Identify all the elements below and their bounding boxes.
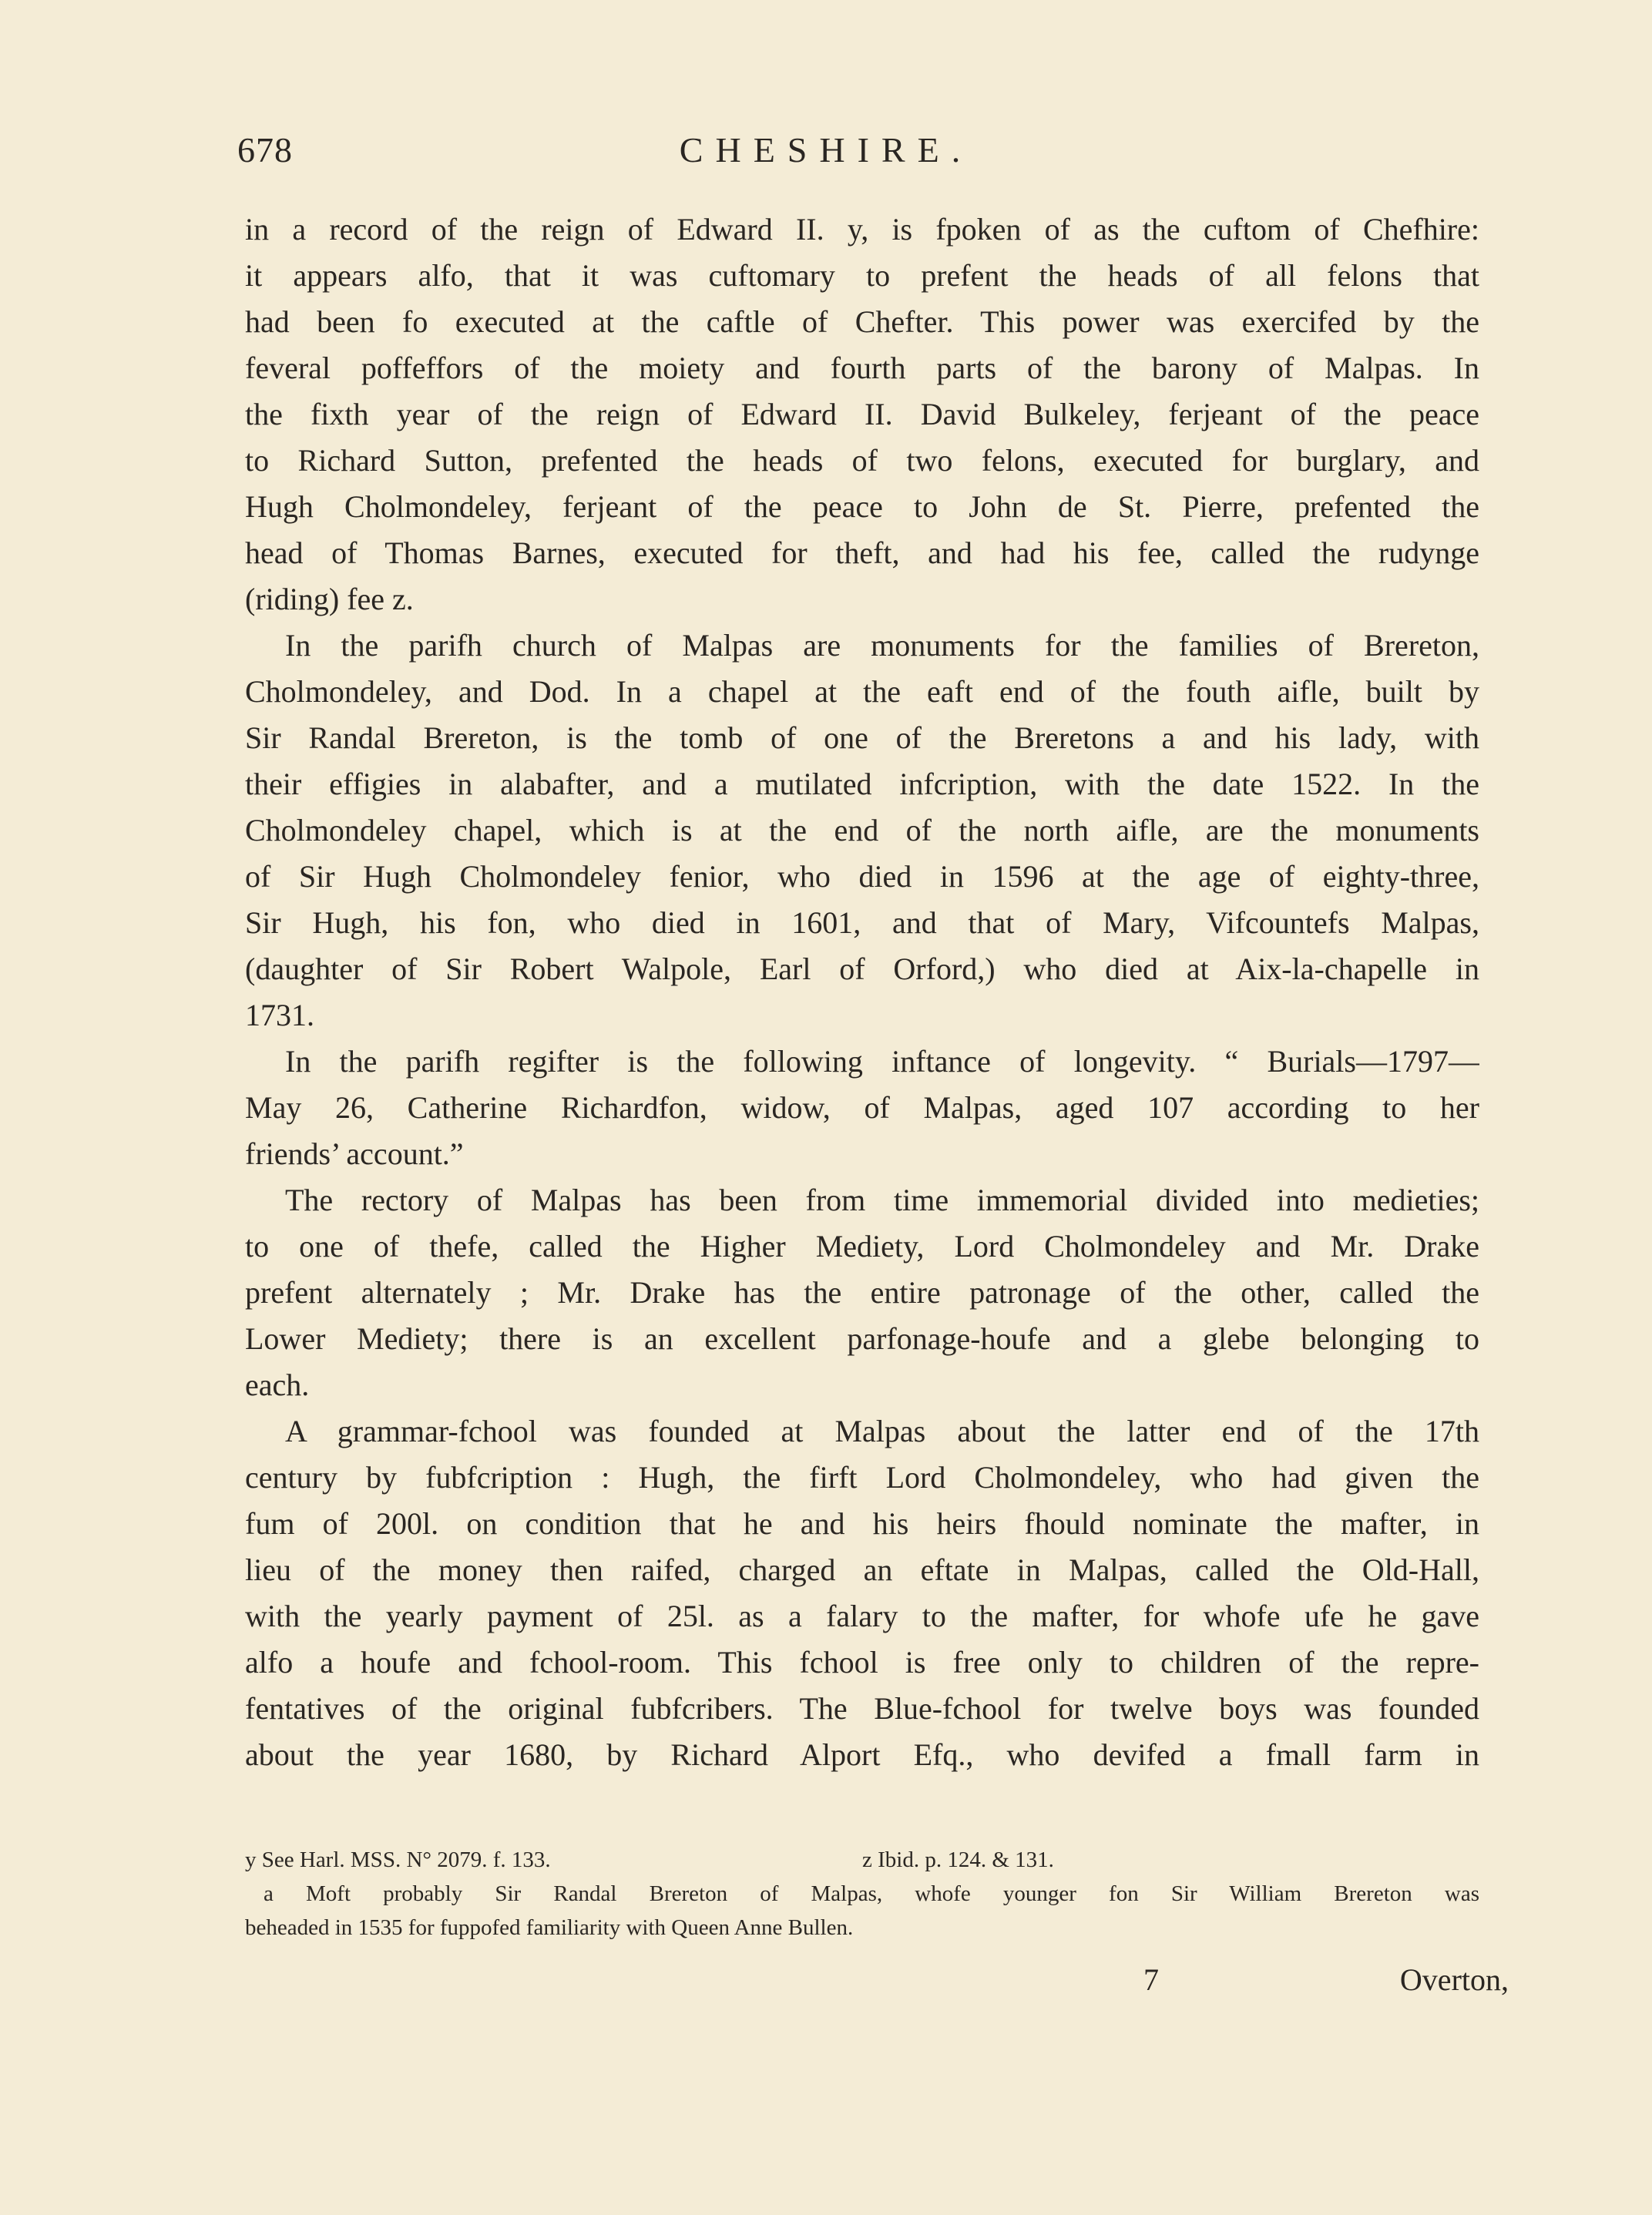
body-line: feveral poffeffors of the moiety and fourth parts of the barony of Malpas. In (245, 351, 1479, 385)
body-line: In the parifh regifter is the following inftance of longevity. “ Burials—1797— (285, 1044, 1479, 1079)
body-line: head of Thomas Barnes, executed for theft, and had his fee, called the rudynge (245, 535, 1479, 570)
footnote-z: z Ibid. p. 124. & 131. (862, 1848, 1054, 1872)
body-line: to one of thefe, called the Higher Mediety, Lord Cholmondeley and Mr. Drake (245, 1229, 1479, 1264)
body-line: lieu of the money then raifed, charged an eftate in Malpas, called the Old-Hall, (245, 1552, 1479, 1587)
footnote-row (245, 1843, 1479, 1877)
body-line: Sir Hugh, his fon, who died in 1601, and that of Mary, Vifcountefs Malpas, (245, 905, 1479, 940)
body-line: had been fo executed at the caftle of Chefter. This power was exercifed by the (245, 304, 1479, 339)
body-line: Cholmondeley chapel, which is at the end of the north aifle, are the monuments (245, 813, 1479, 847)
body-line: A grammar-fchool was founded at Malpas about the latter end of the 17th (285, 1414, 1479, 1448)
body-line: friends’ account.” (245, 1136, 464, 1171)
body-line: their effigies in alabafter, and a mutilated infcription, with the date 1522. In the (245, 767, 1479, 801)
body-line: (riding) fee z. (245, 582, 414, 616)
running-title: CHESHIRE. (679, 130, 973, 169)
body-line: alfo a houfe and fchool-room. This fchool is free only to children of the repre- (245, 1645, 1479, 1680)
body-line: the fixth year of the reign of Edward II. David Bulkeley, ferjeant of the peace (245, 397, 1479, 431)
body-line: (daughter of Sir Robert Walpole, Earl of Orford,) who died at Aix-la-chapelle in (245, 951, 1479, 986)
body-text (245, 206, 1479, 1778)
body-line: it appears alfo, that it was cuftomary to prefent the heads of all felons that (245, 258, 1479, 293)
body-line: Hugh Cholmondeley, ferjeant of the peace to John de St. Pierre, prefented the (245, 489, 1479, 524)
body-line: each. (245, 1368, 310, 1402)
body-line: Lower Mediety; there is an excellent parfonage-houfe and a glebe belonging to (245, 1321, 1479, 1356)
body-line: about the year 1680, by Richard Alport Efq., who devifed a fmall farm in (245, 1737, 1479, 1772)
body-line: prefent alternately ; Mr. Drake has the entire patronage of the other, called the (245, 1275, 1479, 1310)
body-line: The rectory of Malpas has been from time immemorial divided into medieties; (285, 1183, 1479, 1217)
body-line: with the yearly payment of 25l. as a falary to the mafter, for whofe ufe he gave (245, 1599, 1479, 1633)
body-line: century by fubfcription : Hugh, the firft Lord Cholmondeley, who had given the (245, 1460, 1479, 1495)
body-line: May 26, Catherine Richardfon, widow, of Malpas, aged 107 according to her (245, 1090, 1479, 1125)
body-line: fentatives of the original fubfcribers. The Blue-fchool for twelve boys was founded (245, 1691, 1479, 1726)
signature-mark: 7 (1143, 1962, 1159, 1997)
footnotes (245, 1843, 1479, 1945)
body-line: 1731. (245, 998, 314, 1032)
body-line: Sir Randal Brereton, is the tomb of one of the Breretons a and his lady, with (245, 720, 1479, 755)
body-line: In the parifh church of Malpas are monuments for the families of Brereton, (285, 628, 1479, 663)
body-line: fum of 200l. on condition that he and his heirs fhould nominate the mafter, in (245, 1506, 1479, 1541)
catchword: Overton, (1399, 1962, 1509, 1997)
footnote-a: a Moft probably Sir Randal Brereton of Malpas, whofe younger fon Sir William Brereton was (264, 1881, 1479, 1906)
body-line: of Sir Hugh Cholmondeley fenior, who died in 1596 at the age of eighty-three, (245, 859, 1479, 894)
body-line: in a record of the reign of Edward II. y, is fpoken of as the cuftom of Chefhire: (245, 212, 1479, 247)
page-number: 678 (237, 130, 293, 169)
body-line: to Richard Sutton, prefented the heads of two felons, executed for burglary, and (245, 443, 1479, 478)
body-line: Cholmondeley, and Dod. In a chapel at the eaft end of the fouth aifle, built by (245, 674, 1479, 709)
footnote-a-continued: beheaded in 1535 for fuppofed familiarity with Queen Anne Bullen. (245, 1915, 854, 1940)
footnote-y: y See Harl. MSS. N° 2079. f. 133. (245, 1848, 551, 1872)
